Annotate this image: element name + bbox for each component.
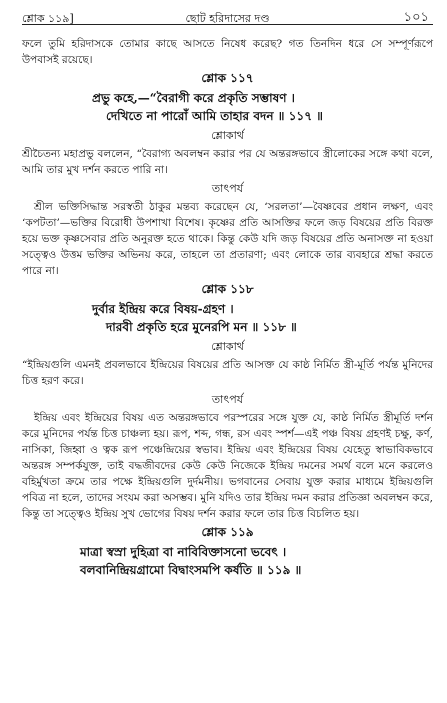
translation-117-text: শ্রীচৈতন্য মহাপ্রভু বললেন, “বৈরাগ্য অবলম্বন করার পর যে অন্তরঙ্গভাবে স্ত্রীলোকের সঙ্গে কথা বলে, আমি তার মুখ দর্শন করতে পারি না। [22, 148, 433, 176]
purport-118-heading: তাৎপর্য [211, 393, 244, 406]
header-rule [22, 24, 433, 25]
verse-range-label: শ্লোক ১১৯] [22, 12, 74, 25]
verse-line: দুর্বার ইন্দ্রিয় করে বিষয়-গ্রহণ । [92, 302, 234, 316]
verse-line: দারবী প্রকৃতি হরে মুনেরপি মন ॥ ১১৮ ॥ [106, 320, 297, 334]
verse-118 [22, 300, 433, 336]
purport-118-text: ইন্দ্রিয় এবং ইন্দ্রিয়ের বিষয় এত অন্তরঙ্গভাবে পরস্পরের সঙ্গে যুক্ত যে, কাষ্ঠ নির্মিত স্ত্রীমূর্তি দর্শন করে মুনিদের পর্যন্ত চিত্ত চাঞ্চল্য হয়। রূপ, শব্দ, গন্ধ, রস এবং স্পর্শ—এই পঞ্চ বিষয় গ্রহণই চক্ষু, কর্ণ, নাসিকা, জিহ্বা ও ত্বক রূপ পঞ্চেন্দ্রিয়ের স্বভাব। ইন্দ্রিয় এবং ইন্দ্রিয়ের বিষয় যেহেতু স্বাভাবিকভাবে অন্তরঙ্গ সম্পর্কযুক্ত, তাই বদ্ধজীবদের কেউ কেউ নিজেকে ইন্দ্রিয় দমনের সমর্থ বলে মনে করলেও বহির্মুখতা ক্রমে তার পক্ষে ইন্দ্রিয়গুলি দুর্দমনীয়। ভগবানের সেবায় যুক্ত করার মাধ্যমে ইন্দ্রিয়গুলি পবিত্র না হলে, তাদের সংযম করা অসম্ভব। মুনি যদিও তার ইন্দ্রিয় দমন করার প্রতিজ্ঞা অবলম্বন করে, কিন্তু তা সত্ত্বেও ইন্দ্রিয় সুখ ভোগের বিষয় দর্শন করার ফলে তার চিত্ত বিচলিত হয়। [22, 412, 433, 520]
verse-117 [22, 89, 433, 125]
verse-119 [22, 543, 433, 579]
verse-line: মাত্রা স্বস্রা দুহিত্রা বা নাবিবিক্তাসনো ভবেৎ । [80, 545, 287, 559]
verse-117-heading: শ্লোক ১১৭ [201, 71, 254, 85]
translation-118-heading: শ্লোকার্থ [211, 340, 244, 353]
translation-117-heading: শ্লোকার্থ [211, 129, 244, 142]
page-number: ১০১ [403, 10, 429, 25]
verse-line: দেখিতে না পারোঁ আমি তাহার বদন ॥ ১১৭ ॥ [106, 109, 323, 123]
translation-118-text: “ইন্দ্রিয়গুলি এমনই প্রবলভাবে ইন্দ্রিয়ের বিষয়ের প্রতি আসক্ত যে কাষ্ঠ নির্মিত স্ত্রী-মূর্তি পর্যন্ত মুনিদের চিত্ত হরণ করে। [22, 359, 433, 387]
verse-line: বলবানিন্দ্রিয়গ্রামো বিদ্বাংসমপি কর্ষতি ॥ ১১৯ ॥ [80, 563, 302, 577]
page-content [22, 36, 433, 579]
intro-paragraph: ফলে তুমি হরিদাসকে তোমার কাছে আসতে নিষেধ করেছ? গত তিনদিন ধরে সে সম্পূর্ণরূপে উপবাসই রয়েছে। [22, 38, 433, 66]
chapter-title: ছোট হরিদাসের দণ্ড [185, 12, 270, 25]
verse-118-heading: শ্লোক ১১৮ [201, 282, 254, 296]
purport-117-text: শ্রীল ভক্তিসিদ্ধান্ত সরস্বতী ঠাকুর মন্তব্য করেছেন যে, ‘সরলতা’—বৈষ্ণবের প্রধান লক্ষণ, এবং ‘কপটতা’—ভক্তির বিরোধী উপশাখা বিশেষ। কৃষ্ণের প্রতি আসক্তির ফলে জড় বিষয়ের প্রতি বিরক্ত হয়ে ভক্ত কৃষ্ণসেবার প্রতি অনুরক্ত হতে থাকে। কিন্তু কেউ যদি জড় বিষয়ের প্রতি অনাসক্ত না হওয়া সত্ত্বেও উত্তম ভক্তির অভিনয় করে, তাহলে তা প্রতারণা; এবং লোকে তার ব্যবহারে শ্রদ্ধা করতে পারে না। [22, 201, 433, 277]
purport-117-heading: তাৎপর্য [211, 182, 244, 195]
verse-119-heading: শ্লোক ১১৯ [201, 525, 254, 539]
verse-line: প্রভু কহে,—“বৈরাগী করে প্রকৃতি সম্ভাষণ । [92, 91, 295, 105]
